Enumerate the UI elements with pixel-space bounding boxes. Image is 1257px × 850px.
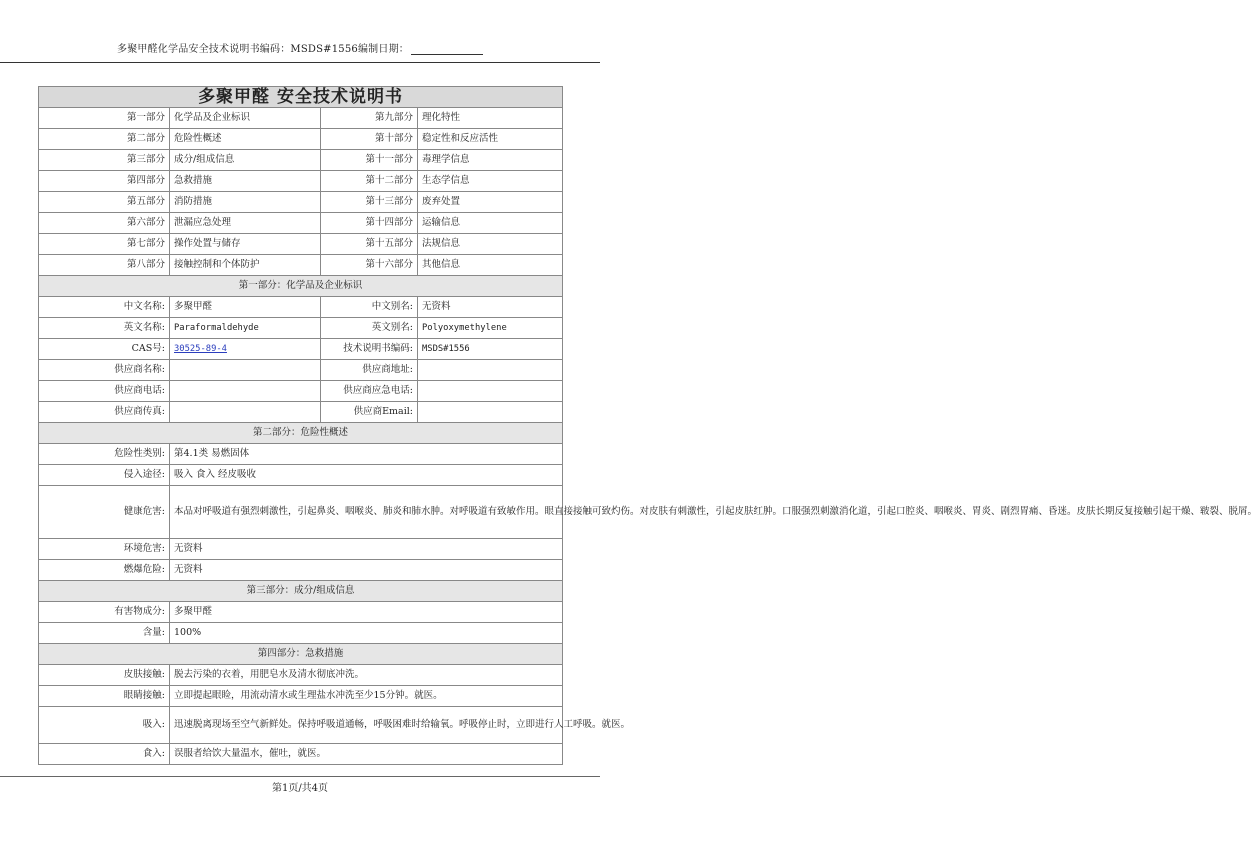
field-label: 含量: bbox=[39, 623, 170, 644]
toc-part-name: 法规信息 bbox=[418, 234, 563, 255]
info-row bbox=[39, 402, 563, 423]
toc-part-name: 操作处置与储存 bbox=[170, 234, 321, 255]
field-label: 侵入途径: bbox=[39, 465, 170, 486]
field-label: 英文别名: bbox=[321, 318, 418, 339]
field-label: 英文名称: bbox=[39, 318, 170, 339]
field-value bbox=[418, 381, 563, 402]
toc-row bbox=[39, 255, 563, 276]
info-row bbox=[39, 665, 563, 686]
toc-part-name: 成分/组成信息 bbox=[170, 150, 321, 171]
field-value: 迅速脱离现场至空气新鲜处。保持呼吸道通畅，呼吸困难时给输氧。呼吸停止时，立即进行人工呼吸。就医。 bbox=[170, 707, 563, 744]
toc-part-name: 运输信息 bbox=[418, 213, 563, 234]
toc-part-name: 废弃处置 bbox=[418, 192, 563, 213]
field-label: 燃爆危险: bbox=[39, 560, 170, 581]
field-label: 供应商名称: bbox=[39, 360, 170, 381]
field-label: 皮肤接触: bbox=[39, 665, 170, 686]
section-heading-2: 第二部分：危险性概述 bbox=[39, 423, 563, 444]
page-number: 第1页/共4页 bbox=[271, 783, 329, 794]
field-value: Paraformaldehyde bbox=[170, 318, 321, 339]
info-row bbox=[39, 465, 563, 486]
toc-row bbox=[39, 171, 563, 192]
toc-row bbox=[39, 192, 563, 213]
info-row bbox=[39, 486, 563, 539]
field-value: 无资料 bbox=[418, 297, 563, 318]
toc-part-name: 稳定性和反应活性 bbox=[418, 129, 563, 150]
field-label: 供应商传真: bbox=[39, 402, 170, 423]
toc-part-number: 第一部分 bbox=[39, 108, 170, 129]
toc-part-name: 理化特性 bbox=[418, 108, 563, 129]
cas-cell bbox=[170, 339, 321, 360]
msds-sheet bbox=[38, 86, 1257, 765]
toc-part-number: 第十二部分 bbox=[321, 171, 418, 192]
field-label: 技术说明书编码: bbox=[321, 339, 418, 360]
field-value: 第4.1类 易燃固体 bbox=[170, 444, 563, 465]
section-heading-4: 第四部分：急救措施 bbox=[39, 644, 563, 665]
info-row bbox=[39, 381, 563, 402]
info-row bbox=[39, 297, 563, 318]
toc-part-name: 其他信息 bbox=[418, 255, 563, 276]
toc-part-number: 第十四部分 bbox=[321, 213, 418, 234]
toc-part-number: 第四部分 bbox=[39, 171, 170, 192]
toc-row bbox=[39, 213, 563, 234]
field-value: 100% bbox=[170, 623, 563, 644]
toc-part-name: 毒理学信息 bbox=[418, 150, 563, 171]
cas-number-link[interactable]: 30525-89-4 bbox=[174, 344, 227, 354]
field-label: 吸入: bbox=[39, 707, 170, 744]
field-label: 危险性类别: bbox=[39, 444, 170, 465]
info-row bbox=[39, 560, 563, 581]
field-label: 有害物成分: bbox=[39, 602, 170, 623]
toc-row bbox=[39, 234, 563, 255]
info-row bbox=[39, 360, 563, 381]
field-value: 脱去污染的衣着，用肥皂水及清水彻底冲洗。 bbox=[170, 665, 563, 686]
field-label: 食入: bbox=[39, 744, 170, 765]
section-heading-1: 第一部分：化学品及企业标识 bbox=[39, 276, 563, 297]
toc-row bbox=[39, 150, 563, 171]
page-header bbox=[0, 40, 600, 62]
field-label: 供应商电话: bbox=[39, 381, 170, 402]
field-value bbox=[418, 360, 563, 381]
header-date-blank bbox=[411, 44, 483, 55]
toc-part-name: 泄漏应急处理 bbox=[170, 213, 321, 234]
toc-part-number: 第十五部分 bbox=[321, 234, 418, 255]
field-label: 供应商地址: bbox=[321, 360, 418, 381]
info-row bbox=[39, 602, 563, 623]
section-heading-3: 第三部分：成分/组成信息 bbox=[39, 581, 563, 602]
toc-part-number: 第十三部分 bbox=[321, 192, 418, 213]
toc-part-number: 第八部分 bbox=[39, 255, 170, 276]
toc-part-number: 第十六部分 bbox=[321, 255, 418, 276]
toc-row bbox=[39, 108, 563, 129]
msds-table bbox=[38, 86, 1257, 765]
toc-part-name: 化学品及企业标识 bbox=[170, 108, 321, 129]
field-value: Polyoxymethylene bbox=[418, 318, 563, 339]
field-value: 吸入 食入 经皮吸收 bbox=[170, 465, 563, 486]
field-label: 中文名称: bbox=[39, 297, 170, 318]
info-row bbox=[39, 623, 563, 644]
field-value: 本品对呼吸道有强烈刺激性，引起鼻炎、咽喉炎、肺炎和肺水肿。对呼吸道有致敏作用。眼直接接触可致灼伤。对皮肤有刺激性，引起皮肤红肿。口服强烈刺激消化道，引起口腔炎、咽喉炎、胃炎、剧烈胃痛、昏迷。皮肤长期反复接触引起干燥、皲裂、脱屑。 bbox=[170, 486, 563, 539]
field-value: 无资料 bbox=[170, 539, 563, 560]
toc-part-name: 急救措施 bbox=[170, 171, 321, 192]
toc-part-number: 第二部分 bbox=[39, 129, 170, 150]
field-value bbox=[170, 402, 321, 423]
info-row bbox=[39, 686, 563, 707]
info-row bbox=[39, 318, 563, 339]
field-value bbox=[418, 402, 563, 423]
field-value: MSDS#1556 bbox=[418, 339, 563, 360]
footer-rule bbox=[0, 776, 600, 777]
toc-part-number: 第九部分 bbox=[321, 108, 418, 129]
header-text: 多聚甲醛化学品安全技术说明书编码：MSDS#1556编制日期： bbox=[117, 44, 409, 55]
field-label: 供应商Email: bbox=[321, 402, 418, 423]
info-row bbox=[39, 539, 563, 560]
field-value: 多聚甲醛 bbox=[170, 602, 563, 623]
field-label: 环境危害: bbox=[39, 539, 170, 560]
toc-part-number: 第五部分 bbox=[39, 192, 170, 213]
toc-part-name: 生态学信息 bbox=[418, 171, 563, 192]
toc-part-name: 消防措施 bbox=[170, 192, 321, 213]
field-value: 无资料 bbox=[170, 560, 563, 581]
field-value: 多聚甲醛 bbox=[170, 297, 321, 318]
field-label: 眼睛接触: bbox=[39, 686, 170, 707]
field-label: CAS号: bbox=[39, 339, 170, 360]
field-label: 中文别名: bbox=[321, 297, 418, 318]
info-row bbox=[39, 707, 563, 744]
toc-part-number: 第三部分 bbox=[39, 150, 170, 171]
toc-part-number: 第十一部分 bbox=[321, 150, 418, 171]
field-label: 健康危害: bbox=[39, 486, 170, 539]
field-value: 立即提起眼睑，用流动清水或生理盐水冲洗至少15分钟。就医。 bbox=[170, 686, 563, 707]
info-row bbox=[39, 444, 563, 465]
toc-row bbox=[39, 129, 563, 150]
info-row bbox=[39, 744, 563, 765]
toc-part-name: 危险性概述 bbox=[170, 129, 321, 150]
toc-part-number: 第十部分 bbox=[321, 129, 418, 150]
document-title: 多聚甲醛 安全技术说明书 bbox=[39, 87, 563, 108]
toc-part-number: 第六部分 bbox=[39, 213, 170, 234]
field-value bbox=[170, 381, 321, 402]
field-value: 误服者给饮大量温水，催吐，就医。 bbox=[170, 744, 563, 765]
header-rule bbox=[0, 62, 600, 63]
field-label: 供应商应急电话: bbox=[321, 381, 418, 402]
field-value bbox=[170, 360, 321, 381]
toc-part-number: 第七部分 bbox=[39, 234, 170, 255]
toc-part-name: 接触控制和个体防护 bbox=[170, 255, 321, 276]
info-row bbox=[39, 339, 563, 360]
